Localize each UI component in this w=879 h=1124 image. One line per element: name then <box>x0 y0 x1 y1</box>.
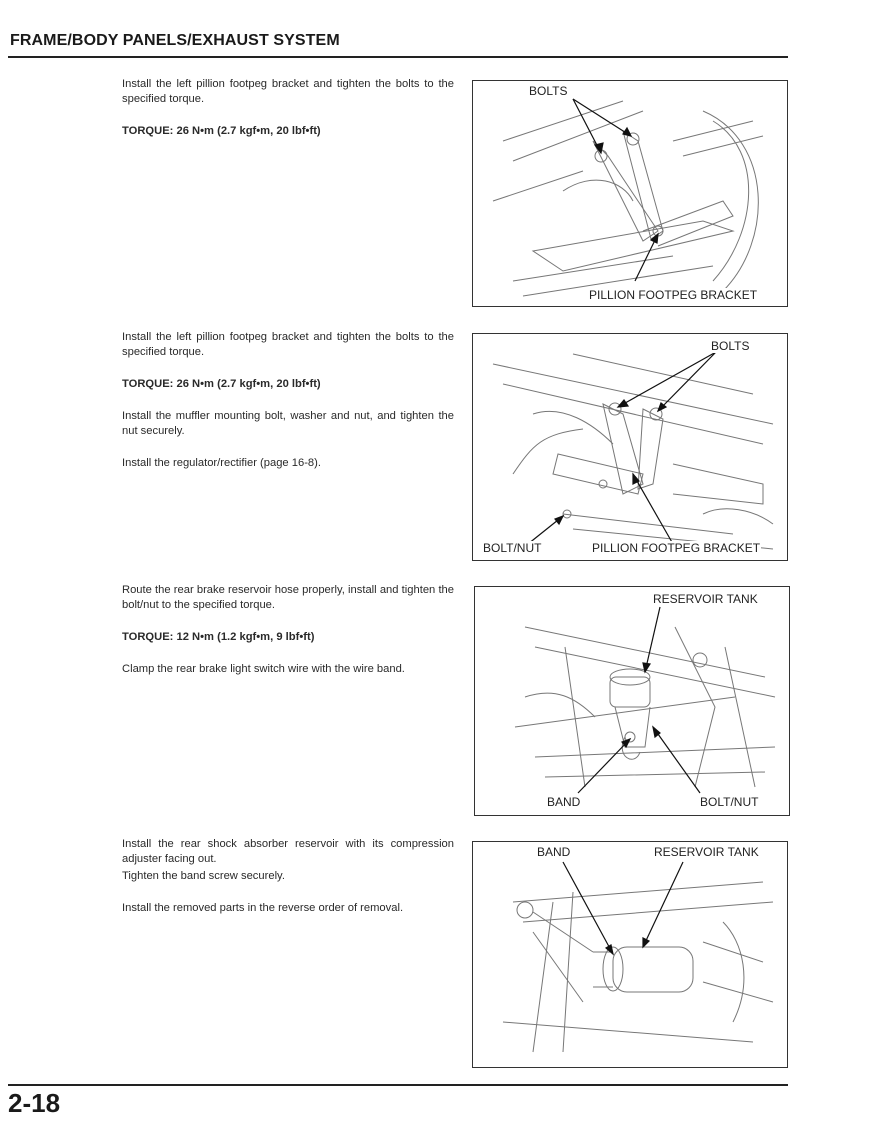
footer-rule <box>8 1084 788 1086</box>
torque-spec: TORQUE: 12 N•m (1.2 kgf•m, 9 lbf•ft) <box>122 631 315 643</box>
figure-footpeg-bracket-2 <box>472 333 788 561</box>
figure-label-bolt-nut: BOLT/NUT <box>700 795 759 809</box>
figure-label-bolts: BOLTS <box>711 339 750 353</box>
instruction-text: Install the left pillion footpeg bracket and tighten the bolts to the specified torque. <box>122 78 454 105</box>
section-1-text <box>122 77 454 156</box>
figure-label-reservoir-tank: RESERVOIR TANK <box>653 592 758 606</box>
header-rule <box>8 56 788 58</box>
figure-label-bolts: BOLTS <box>529 84 568 98</box>
figure-label-band: BAND <box>547 795 581 809</box>
page-header-title: FRAME/BODY PANELS/EXHAUST SYSTEM <box>10 32 340 49</box>
figure-label-pillion-footpeg-bracket: PILLION FOOTPEG BRACKET <box>589 288 758 302</box>
instruction-text: Install the removed parts in the reverse order of removal. <box>122 902 404 914</box>
illustration-reservoir-tank <box>475 587 789 815</box>
page-number: 2-18 <box>8 1088 61 1118</box>
illustration-footpeg-bracket-muffler <box>473 334 787 560</box>
illustration-shock-reservoir <box>473 842 787 1067</box>
instruction-text: Tighten the band screw securely. <box>122 870 285 882</box>
instruction-text: Install the regulator/rectifier (page 16-8). <box>122 457 321 469</box>
figure-label-pillion-footpeg-bracket: PILLION FOOTPEG BRACKET <box>592 541 761 555</box>
instruction-text: Route the rear brake reservoir hose properly, install and tighten the bolt/nut to the specified torque. <box>122 584 454 611</box>
figure-label-bolt-nut: BOLT/NUT <box>483 541 542 555</box>
instruction-text: Install the rear shock absorber reservoir with its compression adjuster facing out. <box>122 838 454 865</box>
torque-spec: TORQUE: 26 N•m (2.7 kgf•m, 20 lbf•ft) <box>122 125 321 137</box>
instruction-text: Install the left pillion footpeg bracket and tighten the bolts to the specified torque. <box>122 331 454 358</box>
figure-reservoir-tank-bolt <box>474 586 790 816</box>
figure-label-band: BAND <box>537 845 571 859</box>
figure-footpeg-bracket-1 <box>472 80 788 307</box>
figure-label-reservoir-tank: RESERVOIR TANK <box>654 845 759 859</box>
illustration-footpeg-bracket <box>473 81 787 306</box>
instruction-text: Clamp the rear brake light switch wire with the wire band. <box>122 663 405 675</box>
instruction-text: Install the muffler mounting bolt, washer and nut, and tighten the nut securely. <box>122 410 454 437</box>
section-4-text <box>122 837 454 933</box>
figure-shock-absorber-reservoir <box>472 841 788 1068</box>
section-3-text <box>122 583 454 694</box>
section-2-text <box>122 330 454 488</box>
torque-spec: TORQUE: 26 N•m (2.7 kgf•m, 20 lbf•ft) <box>122 378 321 390</box>
